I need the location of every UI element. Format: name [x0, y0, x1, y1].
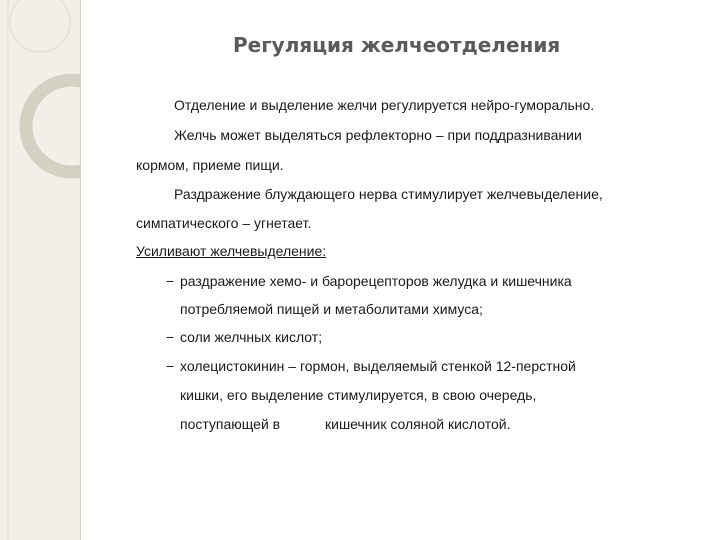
bullet-marker-1: − [166, 273, 175, 289]
enhancers-heading: Усиливают желчевыделение: [136, 243, 327, 259]
decorative-ring-large [26, 80, 80, 172]
paragraph-regulation: Отделение и выделение желчи регулируется нейро-гуморально. [174, 97, 595, 113]
paragraph-vagus-line2: симпатического – угнетает. [136, 215, 312, 231]
paragraph-vagus-line1: Раздражение блуждающего нерва стимулирует желчевыделение, [174, 186, 603, 202]
decorative-ring-small [10, 0, 70, 52]
bullet-marker-2: − [166, 329, 175, 345]
bullet-marker-3: − [166, 358, 175, 374]
decorative-rings [0, 0, 80, 540]
bullet-3-line1: холецистокинин – гормон, выделяемый стенкой 12-перстной [180, 358, 576, 374]
paragraph-reflex-line2: кормом, приеме пищи. [136, 157, 284, 173]
bullet-2-line1: соли желчных кислот; [180, 329, 323, 345]
bullet-3-line3b: кишечник соляной кислотой. [325, 416, 511, 432]
paragraph-reflex-line1: Желчь может выделяться рефлекторно – при поддразнивании [174, 127, 582, 143]
decorative-divider-line [80, 0, 81, 540]
bullet-1-line1: раздражение хемо- и барорецепторов желудка и кишечника [180, 273, 572, 289]
bullet-3-line3a: поступающей в [180, 416, 281, 432]
slide-title: Регуляция желчеотделения [233, 33, 561, 57]
bullet-3-line2: кишки, его выделение стимулируется, в свою очередь, [180, 387, 537, 403]
bullet-1-line2: потребляемой пищей и метаболитами химуса; [180, 301, 483, 317]
